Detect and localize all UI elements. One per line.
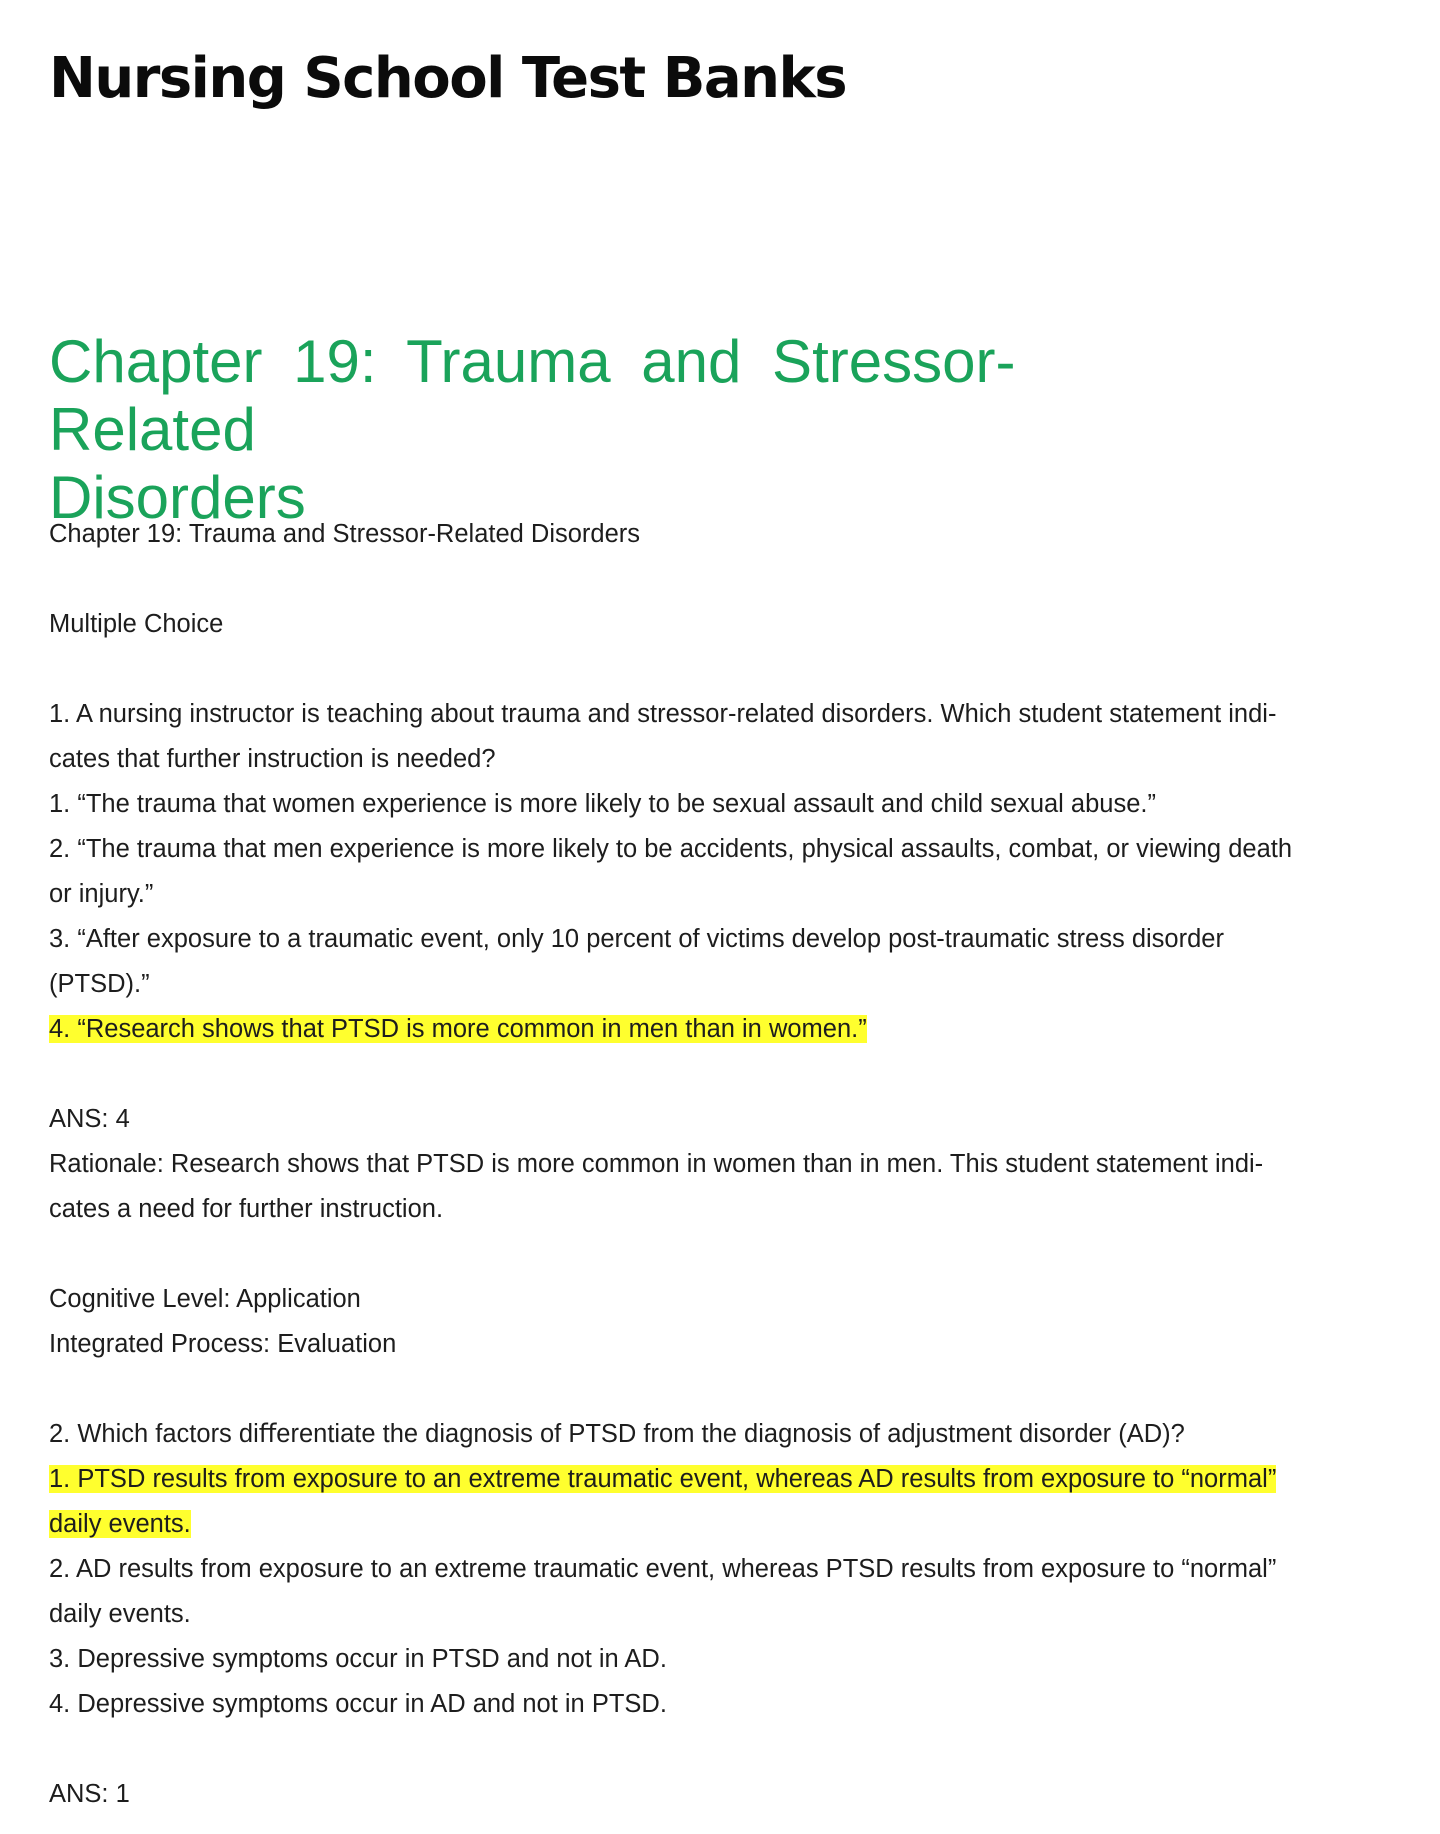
question-1-option-1: 1. “The trauma that women experience is more likely to be sexual assault and child sexual abuse.” — [49, 790, 1156, 818]
section-label: Multiple Choice — [49, 610, 224, 638]
spacer — [49, 1232, 1394, 1277]
question-1-stem-line1: 1. A nursing instructor is teaching about trauma and stressor-related disorders. Which student statement indi- — [49, 700, 1277, 728]
question-1-rationale-line1: Rationale: Research shows that PTSD is more common in women than in men. This student statement indi- — [49, 1150, 1264, 1178]
question-2-option-3: 3. Depressive symptoms occur in PTSD and not in AD. — [49, 1645, 667, 1673]
question-1-option-3-line2: (PTSD).” — [49, 970, 150, 998]
question-2-option-1-line2-row — [49, 1502, 1394, 1547]
chapter-heading-line2: Disorders — [49, 464, 306, 531]
question-2-option-2-line1: 2. AD results from exposure to an extreme traumatic event, whereas PTSD results from exposure to “normal” — [49, 1555, 1277, 1583]
spacer — [49, 1367, 1394, 1412]
question-2-option-2-line2: daily events. — [49, 1600, 191, 1628]
site-title: Nursing School Test Banks — [49, 46, 847, 111]
chapter-heading — [49, 328, 1199, 532]
spacer — [49, 557, 1394, 602]
question-1-option-2-line1: 2. “The trauma that men experience is more likely to be accidents, physical assaults, combat, or viewing death — [49, 835, 1293, 863]
question-1-option-2-line2: or injury.” — [49, 880, 154, 908]
question-1-option-4-highlighted: 4. “Research shows that PTSD is more common in men than in women.” — [49, 1015, 867, 1043]
question-2-option-1-line1-row — [49, 1457, 1394, 1502]
question-1-rationale-line2: cates a need for further instruction. — [49, 1195, 444, 1223]
spacer — [49, 1052, 1394, 1097]
question-1-answer: ANS: 4 — [49, 1105, 130, 1133]
question-2-stem: 2. Which factors diﬀerentiate the diagnosis of PTSD from the diagnosis of adjustment disorder (AD)? — [49, 1420, 1185, 1448]
question-1-cognitive-level: Cognitive Level: Application — [49, 1285, 361, 1313]
document-body — [49, 512, 1394, 1817]
question-1 — [49, 692, 1394, 1412]
question-1-option-4-line — [49, 1007, 1394, 1052]
question-1-integrated-process: Integrated Process: Evaluation — [49, 1330, 397, 1358]
spacer — [49, 1727, 1394, 1772]
spacer — [49, 647, 1394, 692]
question-2 — [49, 1412, 1394, 1817]
question-2-answer: ANS: 1 — [49, 1780, 130, 1808]
chapter-heading-line1: Chapter 19: Trauma and Stressor-Related — [49, 328, 1016, 463]
question-2-option-4: 4. Depressive symptoms occur in AD and not in PTSD. — [49, 1690, 667, 1718]
question-2-option-1-line1-highlighted: 1. PTSD results from exposure to an extreme traumatic event, whereas AD results from exposure to “normal” — [49, 1465, 1277, 1493]
question-1-stem-line2: cates that further instruction is needed? — [49, 745, 496, 773]
question-1-option-3-line1: 3. “After exposure to a traumatic event, only 10 percent of victims develop post-traumatic stress disorder — [49, 925, 1224, 953]
chapter-subtitle: Chapter 19: Trauma and Stressor-Related Disorders — [49, 520, 641, 548]
question-2-option-1-line2-highlighted: daily events. — [49, 1510, 191, 1538]
